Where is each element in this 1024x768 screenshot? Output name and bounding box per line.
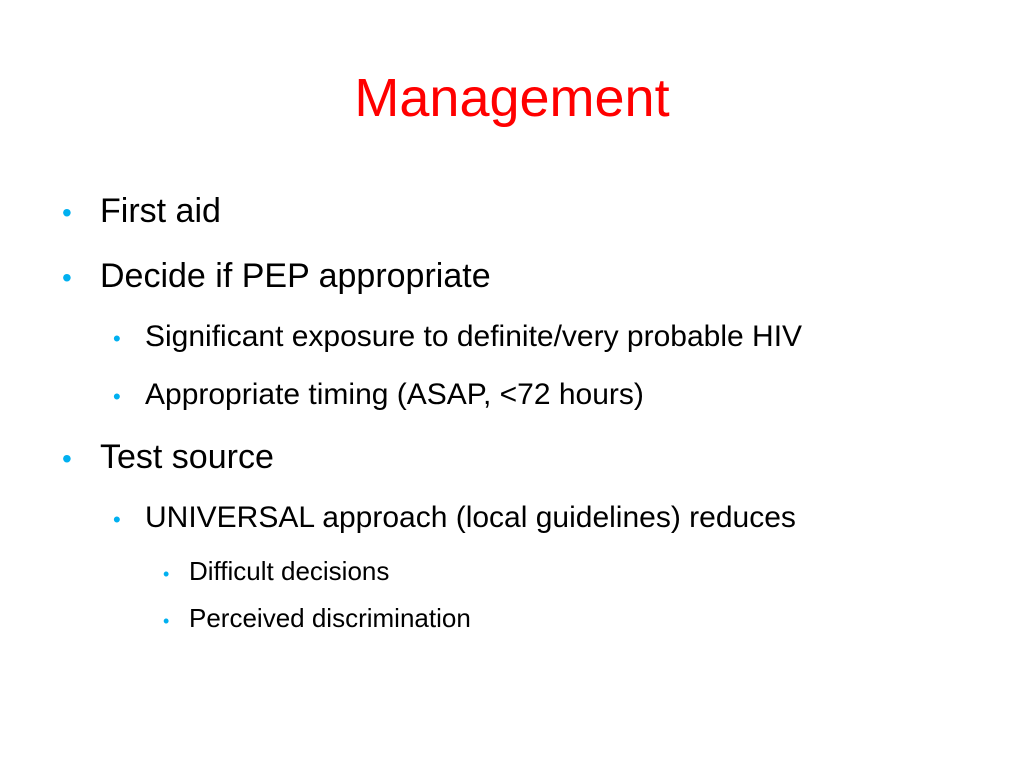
bullet-icon: • <box>113 326 121 351</box>
bullet-item-test-source <box>62 438 274 477</box>
bullet-text: First aid <box>100 192 221 230</box>
sub-bullet-item-significant-exposure <box>113 320 802 354</box>
bullet-icon: • <box>62 262 72 293</box>
bullet-item-decide-pep <box>62 257 491 296</box>
bullet-text: UNIVERSAL approach (local guidelines) reduces <box>145 501 796 534</box>
bullet-text: Perceived discrimination <box>189 603 471 633</box>
bullet-text: Difficult decisions <box>189 556 390 586</box>
bullet-text: Decide if PEP appropriate <box>100 257 491 295</box>
bullet-icon: • <box>62 197 72 228</box>
sub-sub-bullet-item-difficult-decisions <box>163 556 389 587</box>
bullet-icon: • <box>163 611 170 631</box>
bullet-text: Significant exposure to definite/very probable HIV <box>145 320 803 353</box>
sub-sub-bullet-item-perceived-discrimination <box>163 603 471 634</box>
bullet-icon: • <box>113 507 121 532</box>
bullet-icon: • <box>62 443 72 474</box>
bullet-item-first-aid <box>62 192 221 231</box>
sub-bullet-item-appropriate-timing <box>113 378 644 412</box>
bullet-text: Test source <box>100 438 274 476</box>
bullet-icon: • <box>113 384 121 409</box>
bullet-text: Appropriate timing (ASAP, <72 hours) <box>145 378 644 411</box>
bullet-icon: • <box>163 564 170 584</box>
slide-title: Management <box>354 68 670 128</box>
sub-bullet-item-universal-approach <box>113 501 796 535</box>
